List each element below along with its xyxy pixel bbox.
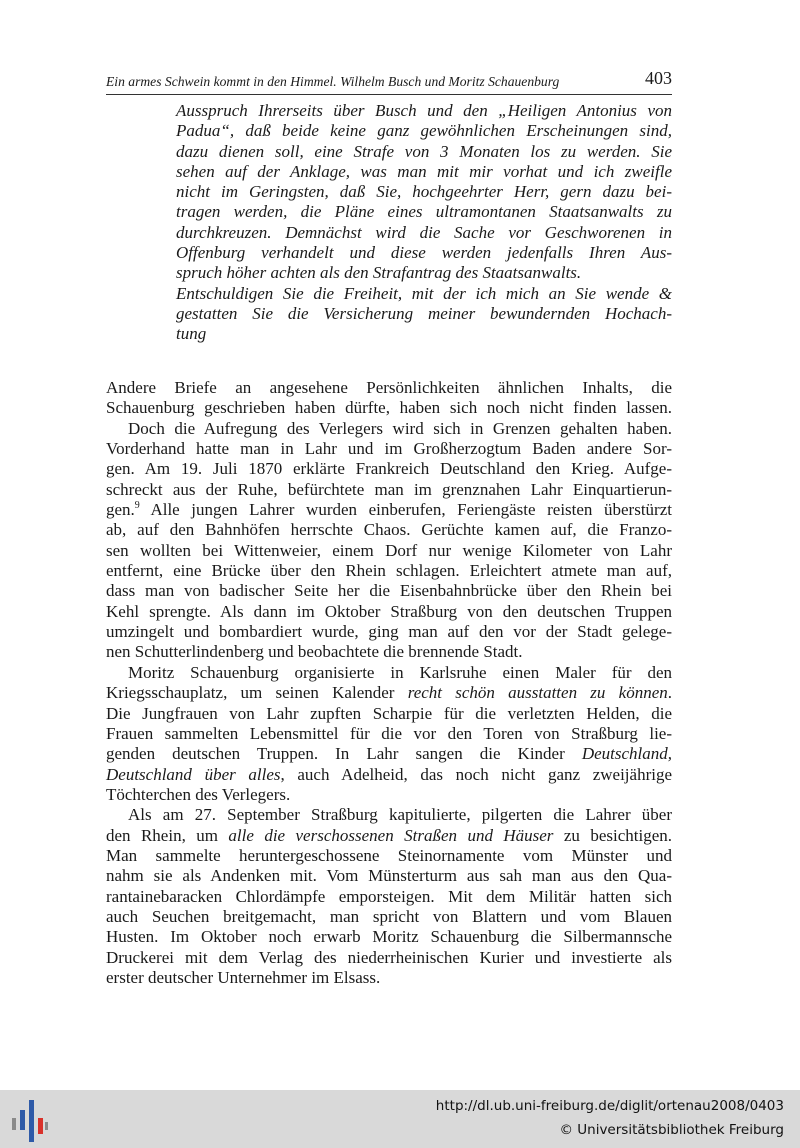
text-fragment: . — [667, 683, 672, 703]
quote-line: tragen werden, die Pläne eines ultramontanen Staatsanwalts zu — [176, 202, 672, 222]
source-url-link[interactable]: http://dl.ub.uni-freiburg.de/diglit/ortenau2008/0403 — [435, 1098, 784, 1114]
text-line: schreckt aus der Ruhe, befürchtete man im grenznahen Lahr Einquartierun- — [106, 479, 672, 499]
text-fragment: genden deutschen Truppen. In Lahr sangen die Kinder — [106, 744, 582, 764]
logo-bar-blue — [20, 1110, 25, 1130]
emphasis: Deutschland, — [581, 744, 672, 764]
text-line: Vorderhand hatte man in Lahr und im Großherzogtum Baden andere Sor- — [106, 439, 672, 459]
text-line — [106, 683, 672, 703]
text-line — [106, 500, 672, 520]
text-line: dass man von badischer Seite her die Eisenbahnbrücke über den Rhein bei — [106, 581, 672, 601]
quote-line: nicht im Geringsten, daß Sie, hochgeehrter Herr, gern dazu bei- — [176, 182, 672, 202]
footnote-marker[interactable]: 9 — [134, 500, 140, 512]
text-line: gen. Am 19. Juli 1870 erklärte Frankreich Deutschland den Krieg. Aufge- — [106, 459, 672, 479]
block-quote — [176, 101, 672, 345]
quote-line: Entschuldigen Sie die Freiheit, mit der ich mich an Sie wende & — [176, 283, 672, 303]
text-line: Die Jungfrauen von Lahr zupften Scharpie für die verletzten Helden, die — [106, 703, 672, 723]
text-line: Töchterchen des Verlegers. — [106, 784, 291, 804]
text-fragment: Kriegsschauplatz, um seinen Kalender — [106, 683, 408, 703]
emphasis: Deutschland über alles — [106, 764, 281, 784]
quote-line: durchkreuzen. Demnächst wird die Sache vor Geschworenen in — [176, 222, 672, 242]
text-line: ab, auf den Bahnhöfen herrschte Chaos. Gerüchte kamen auf, die Franzo- — [106, 520, 672, 540]
text-line: Frauen sammelten Lebensmittel für die vor den Toren von Straßburg lie- — [106, 723, 672, 743]
footer-bar — [0, 1090, 800, 1148]
text-fragment: Alle jungen Lahrer wurden einberufen, Feriengäste reisten überstürzt — [139, 500, 672, 520]
text-line: sen wollten bei Wittenweier, einem Dorf nur wenige Kilometer von Lahr — [106, 540, 672, 560]
text-line: Schauenburg geschrieben haben dürfte, haben sich noch nicht finden lassen. — [106, 398, 672, 418]
text-line: Druckerei mit dem Verlag des niederrheinischen Kurier und investierte als — [106, 947, 672, 967]
text-fragment: , auch Adelheid, das noch nicht ganz zweijährige — [280, 764, 673, 784]
text-line: Husten. Im Oktober noch erwarb Moritz Schauenburg die Silbermannsche — [106, 927, 672, 947]
quote-line: tung — [176, 324, 207, 344]
quote-line: Ausspruch Ihrerseits über Busch und den „Heiligen Antonius von — [176, 101, 672, 120]
text-line: erster deutscher Unternehmer im Elsass. — [106, 967, 381, 987]
text-line: umzingelt und bombardiert wurde, ging man auf den vor der Stadt gelege- — [106, 622, 672, 642]
text-line: entfernt, eine Brücke über den Rhein schlagen. Erleichtert atmete man auf, — [106, 561, 672, 581]
text-line — [106, 765, 672, 785]
logo-bar-blue-tall — [29, 1100, 34, 1142]
logo-bar-gray-left — [12, 1118, 16, 1130]
quote-line: sehen auf der Anklage, was man mit mir vorhat und ich zweifle — [176, 161, 672, 181]
emphasis: recht schön ausstatten zu können — [407, 683, 668, 703]
text-line: Moritz Schauenburg organisierte in Karlsruhe einen Maler für den — [128, 662, 672, 682]
quote-line: Offenburg verhandelt und diese werden jedenfalls Ihren Aus- — [176, 243, 672, 263]
text-line: nen Schutterlindenberg und beobachtete die brennende Stadt. — [106, 642, 523, 662]
text-line: Als am 27. September Straßburg kapitulierte, pilgerten die Lahrer über — [128, 805, 672, 825]
body-text — [106, 378, 672, 988]
text-line: Man sammelte heruntergeschossene Steinornamente vom Münster und — [106, 845, 672, 865]
text-fragment: zu besichtigen. — [553, 825, 672, 845]
emphasis: alle die verschossenen Straßen und Häuser — [228, 825, 554, 845]
text-line — [106, 744, 672, 764]
logo-bar-gray-right — [45, 1122, 48, 1130]
text-line: Andere Briefe an angesehene Persönlichkeiten ähnlichen Inhalts, die — [106, 378, 672, 397]
text-line: nahm sie als Andenken mit. Vom Münsterturm aus sah man aus den Qua- — [106, 866, 672, 886]
running-header — [106, 68, 672, 95]
quote-line: dazu dienen soll, eine Strafe von 3 Monaten los zu werden. Sie — [176, 141, 672, 161]
text-line: auch Seuchen breitgemacht, man spricht von Blattern und vom Blauen — [106, 906, 672, 926]
text-fragment: gen. — [106, 500, 135, 520]
quote-line: Padua“, daß beide keine ganz gewöhnlichen Erscheinungen sind, — [176, 121, 672, 141]
quote-line: gestatten Sie die Versicherung meiner bewundernden Hochach- — [176, 303, 672, 323]
running-title: Ein armes Schwein kommt in den Himmel. Wilhelm Busch und Moritz Schauenburg — [106, 74, 560, 89]
text-line — [106, 826, 672, 846]
logo-bar-red — [38, 1118, 43, 1134]
page-number: 403 — [645, 68, 672, 88]
text-line: rantainebaracken Chlordämpfe emporsteigen. Mit dem Militär hatten sich — [106, 886, 672, 906]
text-line: Doch die Aufregung des Verlegers wird sich in Grenzen gehalten haben. — [128, 418, 672, 438]
library-logo-icon — [12, 1100, 46, 1142]
quote-line: spruch höher achten als den Strafantrag des Staatsanwalts. — [176, 263, 582, 283]
text-fragment: den Rhein, um — [106, 825, 229, 845]
copyright-notice: © Universitätsbibliothek Freiburg — [559, 1122, 784, 1138]
text-line: Kehl sprengte. Als dann im Oktober Straßburg von den deutschen Truppen — [106, 601, 672, 621]
